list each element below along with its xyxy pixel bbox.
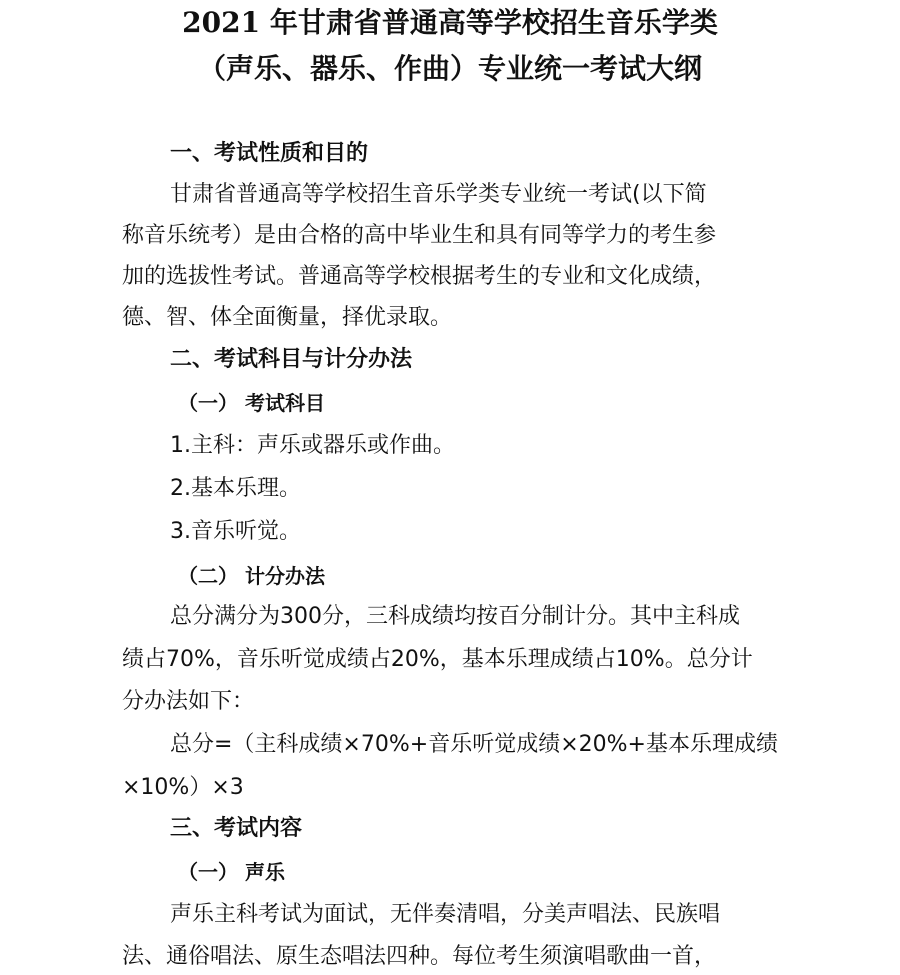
subsection-heading: （二） 计分办法 bbox=[178, 564, 325, 588]
section-heading-2: 二、考试科目与计分办法 bbox=[170, 347, 413, 372]
list-item: 1.主科：声乐或器乐或作曲。 bbox=[170, 433, 455, 458]
paragraph-line: 称音乐统考）是由合格的高中毕业生和具有同等学力的考生参 bbox=[122, 223, 717, 248]
subsection-heading: （一） 声乐 bbox=[178, 860, 285, 884]
paragraph-line: 法、通俗唱法、原生态唱法四种。每位考生须演唱歌曲一首， bbox=[122, 944, 717, 969]
subsection-heading: （一） 考试科目 bbox=[178, 391, 325, 415]
list-item: 2.基本乐理。 bbox=[170, 476, 301, 501]
section-heading-1: 一、考试性质和目的 bbox=[170, 141, 369, 166]
paragraph-line: 甘肃省普通高等学校招生音乐学类专业统一考试(以下简 bbox=[170, 182, 707, 207]
list-item: 3.音乐听觉。 bbox=[170, 519, 301, 544]
document-title-line-2: （声乐、器乐、作曲）专业统一考试大纲 bbox=[197, 52, 702, 85]
paragraph-line: 绩占70%，音乐听觉成绩占20%，基本乐理成绩占10%。总分计 bbox=[122, 647, 753, 672]
paragraph-line: 德、智、体全面衡量，择优录取。 bbox=[122, 305, 453, 330]
paragraph-line: 声乐主科考试为面试，无伴奏清唱，分美声唱法、民族唱 bbox=[170, 902, 721, 927]
formula-line: 总分=（主科成绩×70%+音乐听觉成绩×20%+基本乐理成绩 bbox=[170, 732, 778, 757]
paragraph-line: 分办法如下： bbox=[122, 689, 255, 714]
document-title-line-1: 2021 年甘肃省普通高等学校招生音乐学类 bbox=[182, 6, 718, 39]
paragraph-line: 总分满分为300分，三科成绩均按百分制计分。其中主科成 bbox=[170, 604, 740, 629]
formula-line: ×10%）×3 bbox=[122, 775, 244, 800]
section-heading-3: 三、考试内容 bbox=[170, 816, 303, 841]
paragraph-line: 加的选拔性考试。普通高等学校根据考生的专业和文化成绩， bbox=[122, 264, 717, 289]
